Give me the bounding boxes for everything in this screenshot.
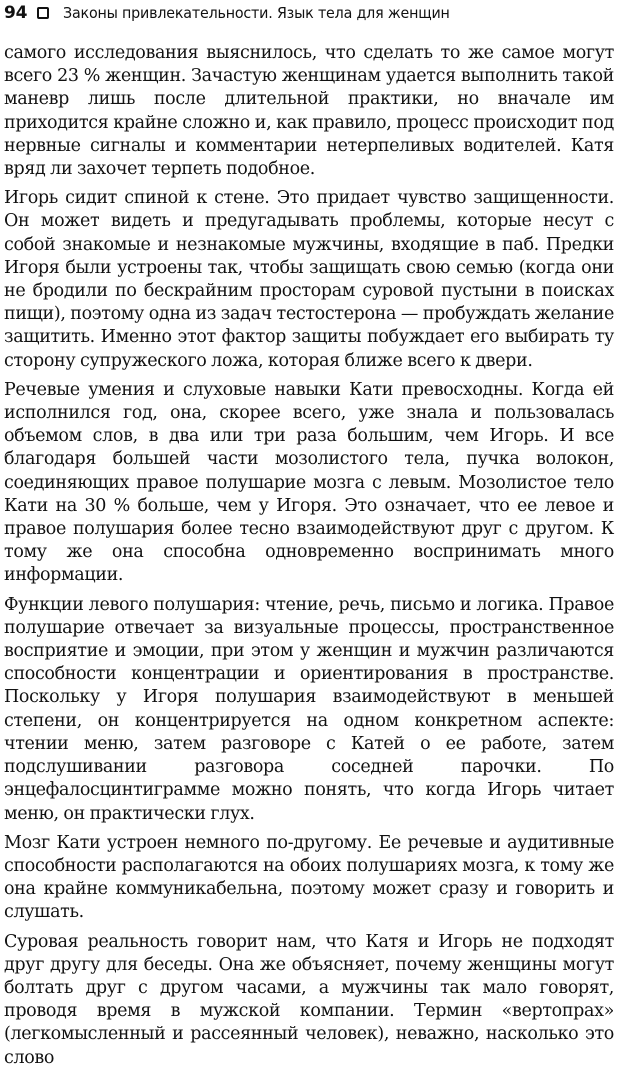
paragraph: самого исследования выяснилось, что сделать то же самое могут всего 23 % женщин. Зачастую женщинам удается выполнить такой маневр лишь после длительной практики, но вначале им приходится крайне сложно и, как правило, процесс происходит под нервные сигналы и комментарии нетерпеливых водителей. Катя вряд ли захочет терпеть подобное. (4, 43, 614, 180)
square-bullet-icon (37, 7, 49, 19)
paragraph: Суровая реальность говорит нам, что Катя и Игорь не подходят друг другу для беседы. Она же объясняет, почему женщины могут болтать друг с другом часами, а мужчины так мало говорят, проводя время в мужской компании. Термин «вертопрах» (легкомысленный и рассеянный человек), неважно, насколько это слово (4, 931, 614, 1068)
running-head (4, 0, 614, 26)
paragraph: Речевые умения и слуховые навыки Кати превосходны. Когда ей исполнился год, она, скорее всего, уже знала и пользовалась объемом слов, в два или три раза большим, чем Игорь. И все благодаря большей части мозолистого тела, пучка волокон, соединяющих правое полушарие мозга с левым. Мозолистое тело Кати на 30 % больше, чем у Игоря. Это означает, что ее левое и правое полушария более тесно взаимодействуют друг с другом. К тому же она способна одновременно воспринимать много информации. (4, 379, 614, 586)
book-title: Законы привлекательности. Язык тела для женщин (63, 4, 450, 22)
paragraph: Мозг Кати устроен немного по-другому. Ее речевые и аудитивные способности располагаются на обоих полушариях мозга, к тому же она крайне коммуникабельна, поэтому может сразу и говорить и слушать. (4, 832, 614, 923)
paragraph: Игорь сидит спиной к стене. Это придает чувство защищенности. Он может видеть и предугадывать проблемы, которые несут с собой знакомые и незнакомые мужчины, входящие в паб. Предки Игоря были устроены так, чтобы защищать свою семью (когда они не бродили по бескрайним просторам суровой пустыни в поисках пищи), поэтому одна из задач тестостерона — пробуждать желание защитить. Именно этот фактор защиты побуждает его выбирать ту сторону супружеского ложа, которая ближе всего к двери. (4, 188, 614, 371)
page-number: 94 (4, 3, 28, 23)
body-text (4, 42, 614, 1070)
paragraph: Функции левого полушария: чтение, речь, письмо и логика. Правое полушарие отвечает за визуальные процессы, пространственное восприятие и эмоции, при этом у женщин и мужчин различаются способности концентрации и ориентирования в пространстве. Поскольку у Игоря полушария взаимодействуют в меньшей степени, он концентрируется на одном конкретном аспекте: чтении меню, затем разговоре с Катей о ее работе, затем подслушивании разговора соседней парочки. По энцефалосцинтиграмме можно понять, что когда Игорь читает меню, он практически глух. (4, 594, 614, 824)
